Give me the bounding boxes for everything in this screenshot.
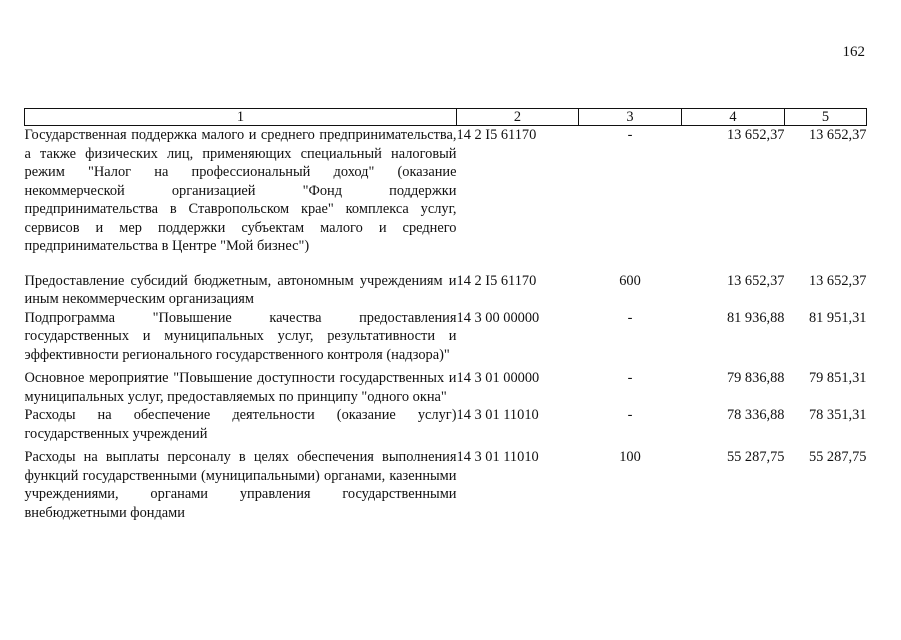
row-value-1: 78 336,88: [726, 407, 785, 423]
row-code: 14 2 I5 61170: [456, 127, 537, 143]
row-value-1: 13 652,37: [726, 272, 785, 289]
row-value-2: 79 851,31: [808, 370, 867, 386]
row-value-2: 78 351,31: [808, 407, 867, 423]
table-row: [25, 406, 867, 448]
row-value-1: 55 287,75: [726, 449, 785, 465]
row-code: 14 3 00 00000: [456, 309, 540, 326]
row-description: Государственная поддержка малого и среднего предпринимательства, а также физических лиц, применяющих специальный налоговый режим "Налог на профессиональный доход" (оказание некоммерческой организацией "Фонд поддержки предпринимательства в Ставропольском крае" комплекса услуг, сервисов и мер поддержки субъектам малого и среднего предпринимательства в Центре "Мой бизнес"): [24, 127, 457, 254]
row-value-2: 81 951,31: [808, 309, 867, 326]
row-expense-type: -: [627, 127, 633, 143]
row-value-2: 55 287,75: [808, 449, 867, 465]
row-description: Расходы на обеспечение деятельности (оказание услуг) государственных учреждений: [24, 407, 457, 442]
table-row: [25, 126, 867, 272]
row-value-1: 13 652,37: [726, 127, 785, 143]
row-value-1: 79 836,88: [726, 370, 785, 386]
row-expense-type: 600: [619, 272, 641, 289]
row-code: 14 3 01 00000: [456, 370, 540, 386]
row-value-1: 81 936,88: [726, 309, 785, 326]
page-number: 162: [842, 44, 865, 60]
row-code: 14 3 01 11010: [456, 449, 539, 465]
column-header: 1: [25, 109, 457, 126]
row-expense-type: -: [627, 370, 633, 386]
row-code: 14 2 I5 61170: [456, 272, 537, 289]
row-code: 14 3 01 11010: [456, 407, 539, 423]
table-row: [25, 272, 867, 309]
row-expense-type: 100: [619, 449, 641, 465]
row-description: Основное мероприятие "Повышение доступности государственных и муниципальных услуг, предоставляемых по принципу "одного окна": [24, 370, 457, 405]
row-description: Расходы на выплаты персоналу в целях обеспечения выполнения функций государственными (муниципальными) органами, казенными учреждениями, органами управления государственными внебюджетными фондами: [24, 449, 457, 521]
table-row: [25, 369, 867, 406]
column-header: 2: [457, 109, 579, 126]
row-value-2: 13 652,37: [808, 272, 867, 289]
budget-table: [24, 108, 867, 522]
table-row: [25, 448, 867, 522]
column-header: 5: [785, 109, 867, 126]
column-header: 3: [579, 109, 682, 126]
column-header: 4: [682, 109, 785, 126]
row-value-2: 13 652,37: [808, 127, 867, 143]
table-row: [25, 309, 867, 370]
row-expense-type: -: [627, 309, 633, 326]
row-description: Предоставление субсидий бюджетным, автономным учреждениям и иным некоммерческим организациям: [24, 272, 457, 307]
row-expense-type: -: [627, 407, 633, 423]
table-header-row: [25, 109, 867, 126]
row-description: Подпрограмма "Повышение качества предоставления государственных и муниципальных услуг, результативности и эффективности регионального государственного контроля (надзора)": [24, 309, 457, 363]
